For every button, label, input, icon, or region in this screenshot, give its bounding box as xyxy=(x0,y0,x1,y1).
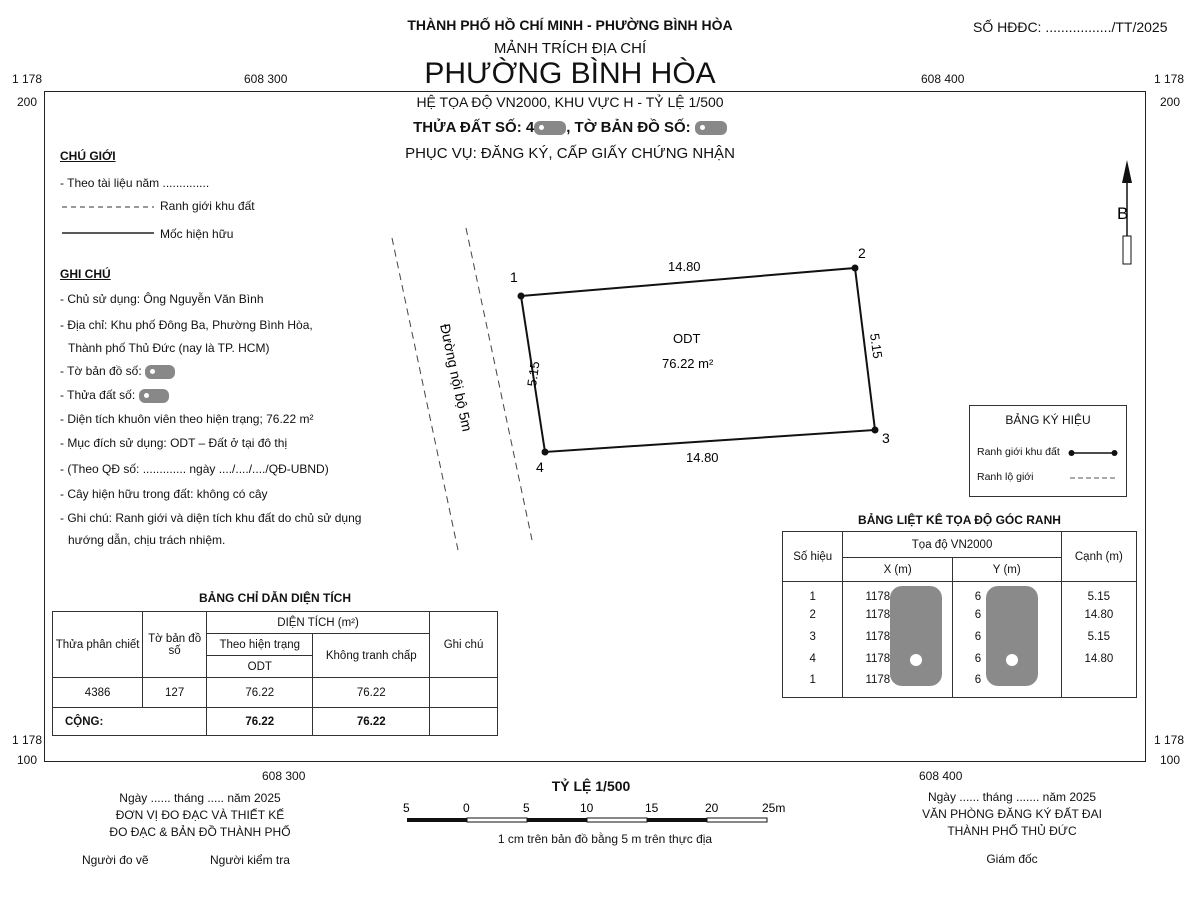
table-row-y: 6 xyxy=(952,582,1061,604)
road-name-label: Đường nội bộ 5m xyxy=(437,322,476,433)
table-row-edge: 5.15 xyxy=(1061,582,1136,604)
note-line: - Ghi chú: Ranh giới và diện tích khu đất do chủ sử dụng xyxy=(60,511,362,525)
symbol-boundary-label: Ranh giới khu đất xyxy=(977,446,1060,458)
grid-label-bottom-left: 1 178 xyxy=(12,733,43,747)
table-row-parcel: 4386 xyxy=(53,678,143,708)
table-row-x: 1178 xyxy=(843,670,952,698)
grid-label-top-right: 1 178 xyxy=(1154,72,1185,86)
symbol-boundary-line xyxy=(1068,448,1120,458)
area-table xyxy=(52,611,498,736)
table-row-no: 1 xyxy=(783,670,843,698)
note-line: - Chủ sử dụng: Ông Nguyễn Văn Bình xyxy=(60,292,264,306)
symbol-table-title: BẢNG KÝ HIỆU xyxy=(1005,413,1091,427)
table-row-edge: 14.80 xyxy=(1061,648,1136,670)
footer-right-org1: VĂN PHÒNG ĐĂNG KÝ ĐẤT ĐAI xyxy=(922,807,1102,821)
table-row-x: 1178 xyxy=(843,582,952,604)
footer-right-date: Ngày ...... tháng ....... năm 2025 xyxy=(927,790,1097,804)
table-row-edge: 5.15 xyxy=(1061,626,1136,648)
sheet-number-label: , TỜ BẢN ĐỒ SỐ: xyxy=(566,119,691,136)
coord-header-no: Số hiệu xyxy=(783,532,843,582)
edge-length-label: 14.80 xyxy=(686,450,719,465)
contract-number: SỐ HĐĐC: ................./TT/2025 xyxy=(973,19,1168,35)
footer-right-org2: THÀNH PHỐ THỦ ĐỨC xyxy=(947,824,1077,838)
grid-label-top-left: 1 178 xyxy=(12,72,43,86)
area-table-title: BẢNG CHỈ DẪN DIỆN TÍCH xyxy=(199,591,351,605)
vertex-label: 1 xyxy=(510,269,518,285)
legend-marker: Mốc hiện hữu xyxy=(160,227,234,241)
vertex-marker xyxy=(872,427,879,434)
scale-tick-label: 5 xyxy=(523,801,530,815)
coord-table-title: BẢNG LIỆT KÊ TỌA ĐỘ GÓC RANH xyxy=(858,513,1061,527)
scale-tick-label: 10 xyxy=(580,801,594,815)
total-note xyxy=(430,708,498,736)
footer-director: Giám đốc xyxy=(986,852,1038,866)
edge-length-label: 5.15 xyxy=(867,332,886,360)
coord-header-y: Y (m) xyxy=(952,558,1061,582)
note-line: - (Theo QĐ số: ............. ngày ..../..../..../QĐ-UBND) xyxy=(60,462,329,476)
coord-table xyxy=(782,531,1137,698)
scale-title: TỶ LỆ 1/500 xyxy=(551,778,631,794)
legend-title: CHÚ GIỚI xyxy=(60,149,116,163)
vertex-label: 4 xyxy=(536,459,544,475)
grid-label-x-right-top: 608 400 xyxy=(921,72,965,86)
scale-tick-label: 15 xyxy=(645,801,659,815)
table-row-y: 6 xyxy=(952,604,1061,626)
coord-header-group: Tọa độ VN2000 xyxy=(843,532,1061,558)
parcel-number-label: THỬA ĐẤT SỐ: 4 xyxy=(413,119,535,136)
footer-left-org2: ĐO ĐẠC & BẢN ĐỒ THÀNH PHỐ xyxy=(109,825,291,839)
edge-length-label: 14.80 xyxy=(668,259,701,274)
scale-bar xyxy=(400,798,800,828)
table-row-edge xyxy=(1061,670,1136,698)
legend-boundary: Ranh giới khu đất xyxy=(160,199,255,213)
table-row-current: 76.22 xyxy=(207,678,313,708)
note-line: Thành phố Thủ Đức (nay là TP. HCM) xyxy=(68,341,270,355)
road-boundary-left xyxy=(392,238,458,550)
coord-header-x: X (m) xyxy=(843,558,952,582)
table-row-sheet: 127 xyxy=(143,678,207,708)
symbol-table xyxy=(969,405,1127,497)
note-sheet-label: - Tờ bản đồ số: xyxy=(60,364,142,378)
grid-label-bottom-sub-right: 100 xyxy=(1160,753,1181,767)
area-header-odt: ODT xyxy=(207,656,313,678)
legend-doc-year: - Theo tài liệu năm .............. xyxy=(60,176,210,190)
note-line: - Diện tích khuôn viên theo hiện trạng; 76.22 m² xyxy=(60,412,314,426)
redacted-y-coordinates xyxy=(986,586,1038,686)
vertex-marker xyxy=(518,293,525,300)
area-header-undisputed: Không tranh chấp xyxy=(313,634,430,678)
vertex-label: 2 xyxy=(858,245,866,261)
header-doc-type: MẢNH TRÍCH ĐỊA CHÍ xyxy=(493,40,647,57)
table-row-edge: 14.80 xyxy=(1061,604,1136,626)
vertex-marker xyxy=(542,449,549,456)
symbol-road-line xyxy=(1068,473,1120,483)
table-row-x: 1178 xyxy=(843,626,952,648)
header-city-ward: THÀNH PHỐ HỒ CHÍ MINH - PHƯỜNG BÌNH HÒA xyxy=(407,17,733,33)
total-current: 76.22 xyxy=(207,708,313,736)
vertex-label: 3 xyxy=(882,430,890,446)
table-row-x: 1178 xyxy=(843,604,952,626)
note-line: hướng dẫn, chịu trách nhiệm. xyxy=(68,533,226,547)
note-parcel-label: - Thửa đất số: xyxy=(60,388,136,402)
edge-length-label: 5.15 xyxy=(524,360,543,388)
table-row-y: 6 xyxy=(952,670,1061,698)
footer-surveyor: Người đo vẽ xyxy=(82,853,149,867)
header-ward-title: PHƯỜNG BÌNH HÒA xyxy=(424,57,716,90)
area-header-note: Ghi chú xyxy=(430,612,498,678)
table-row-no: 3 xyxy=(783,626,843,648)
notes-title: GHI CHÚ xyxy=(60,267,111,281)
scale-tick-label: 5 xyxy=(403,801,410,815)
total-label: CỘNG: xyxy=(53,708,207,736)
total-undisputed: 76.22 xyxy=(313,708,430,736)
land-use-label: ODT xyxy=(673,331,701,346)
area-header-parcel: Thửa phân chiết xyxy=(53,612,143,678)
road-boundary-right xyxy=(466,228,532,540)
scale-caption: 1 cm trên bản đồ bằng 5 m trên thực địa xyxy=(497,832,713,846)
header-coord-system: HỆ TỌA ĐỘ VN2000, KHU VỰC H - TỶ LỆ 1/500 xyxy=(416,94,724,110)
coord-header-edge: Cạnh (m) xyxy=(1061,532,1136,582)
table-row-no: 2 xyxy=(783,604,843,626)
parcel-area-label: 76.22 m² xyxy=(662,356,714,371)
grid-label-bottom-sub-left: 100 xyxy=(17,753,38,767)
north-arrow-tail xyxy=(1123,236,1131,264)
area-header-current: Theo hiện trạng xyxy=(207,634,313,656)
note-line: - Mục đích sử dụng: ODT – Đất ở tại đô thị xyxy=(60,436,288,450)
vertex-marker xyxy=(852,265,859,272)
table-row-no: 1 xyxy=(783,582,843,604)
table-row-undisputed: 76.22 xyxy=(313,678,430,708)
table-row-y: 6 xyxy=(952,626,1061,648)
table-row-note xyxy=(430,678,498,708)
redacted-x-coordinates xyxy=(890,586,942,686)
symbol-road-label: Ranh lộ giới xyxy=(977,471,1034,483)
footer-checker: Người kiểm tra xyxy=(210,853,290,867)
note-line: - Cây hiện hữu trong đất: không có cây xyxy=(60,487,268,501)
grid-label-x-left-top: 608 300 xyxy=(244,72,288,86)
scale-tick-label: 20 xyxy=(705,801,719,815)
scale-tick-label: 25m xyxy=(762,801,786,815)
footer-left-date: Ngày ...... tháng ..... năm 2025 xyxy=(119,791,281,805)
grid-label-top-sub-left: 200 xyxy=(17,95,38,109)
header-purpose: PHỤC VỤ: ĐĂNG KÝ, CẤP GIẤY CHỨNG NHẬN xyxy=(405,145,735,162)
grid-label-x-left-bottom: 608 300 xyxy=(262,769,306,783)
grid-label-top-sub-right: 200 xyxy=(1160,95,1181,109)
north-arrow-icon xyxy=(1122,160,1132,183)
grid-label-bottom-right: 1 178 xyxy=(1154,733,1185,747)
scale-tick-label: 0 xyxy=(463,801,470,815)
table-row-x: 1178 xyxy=(843,648,952,670)
note-line: - Địa chỉ: Khu phố Đông Ba, Phường Bình Hòa, xyxy=(60,318,313,332)
table-row-y: 6 xyxy=(952,648,1061,670)
footer-left-org1: ĐƠN VỊ ĐO ĐẠC VÀ THIẾT KẾ xyxy=(115,808,285,822)
area-header-sheet: Tờ bản đồ số xyxy=(143,612,207,678)
grid-label-x-right-bottom: 608 400 xyxy=(919,769,963,783)
north-label: B xyxy=(1117,204,1129,223)
area-header-area: DIỆN TÍCH (m²) xyxy=(207,612,430,634)
table-row-no: 4 xyxy=(783,648,843,670)
